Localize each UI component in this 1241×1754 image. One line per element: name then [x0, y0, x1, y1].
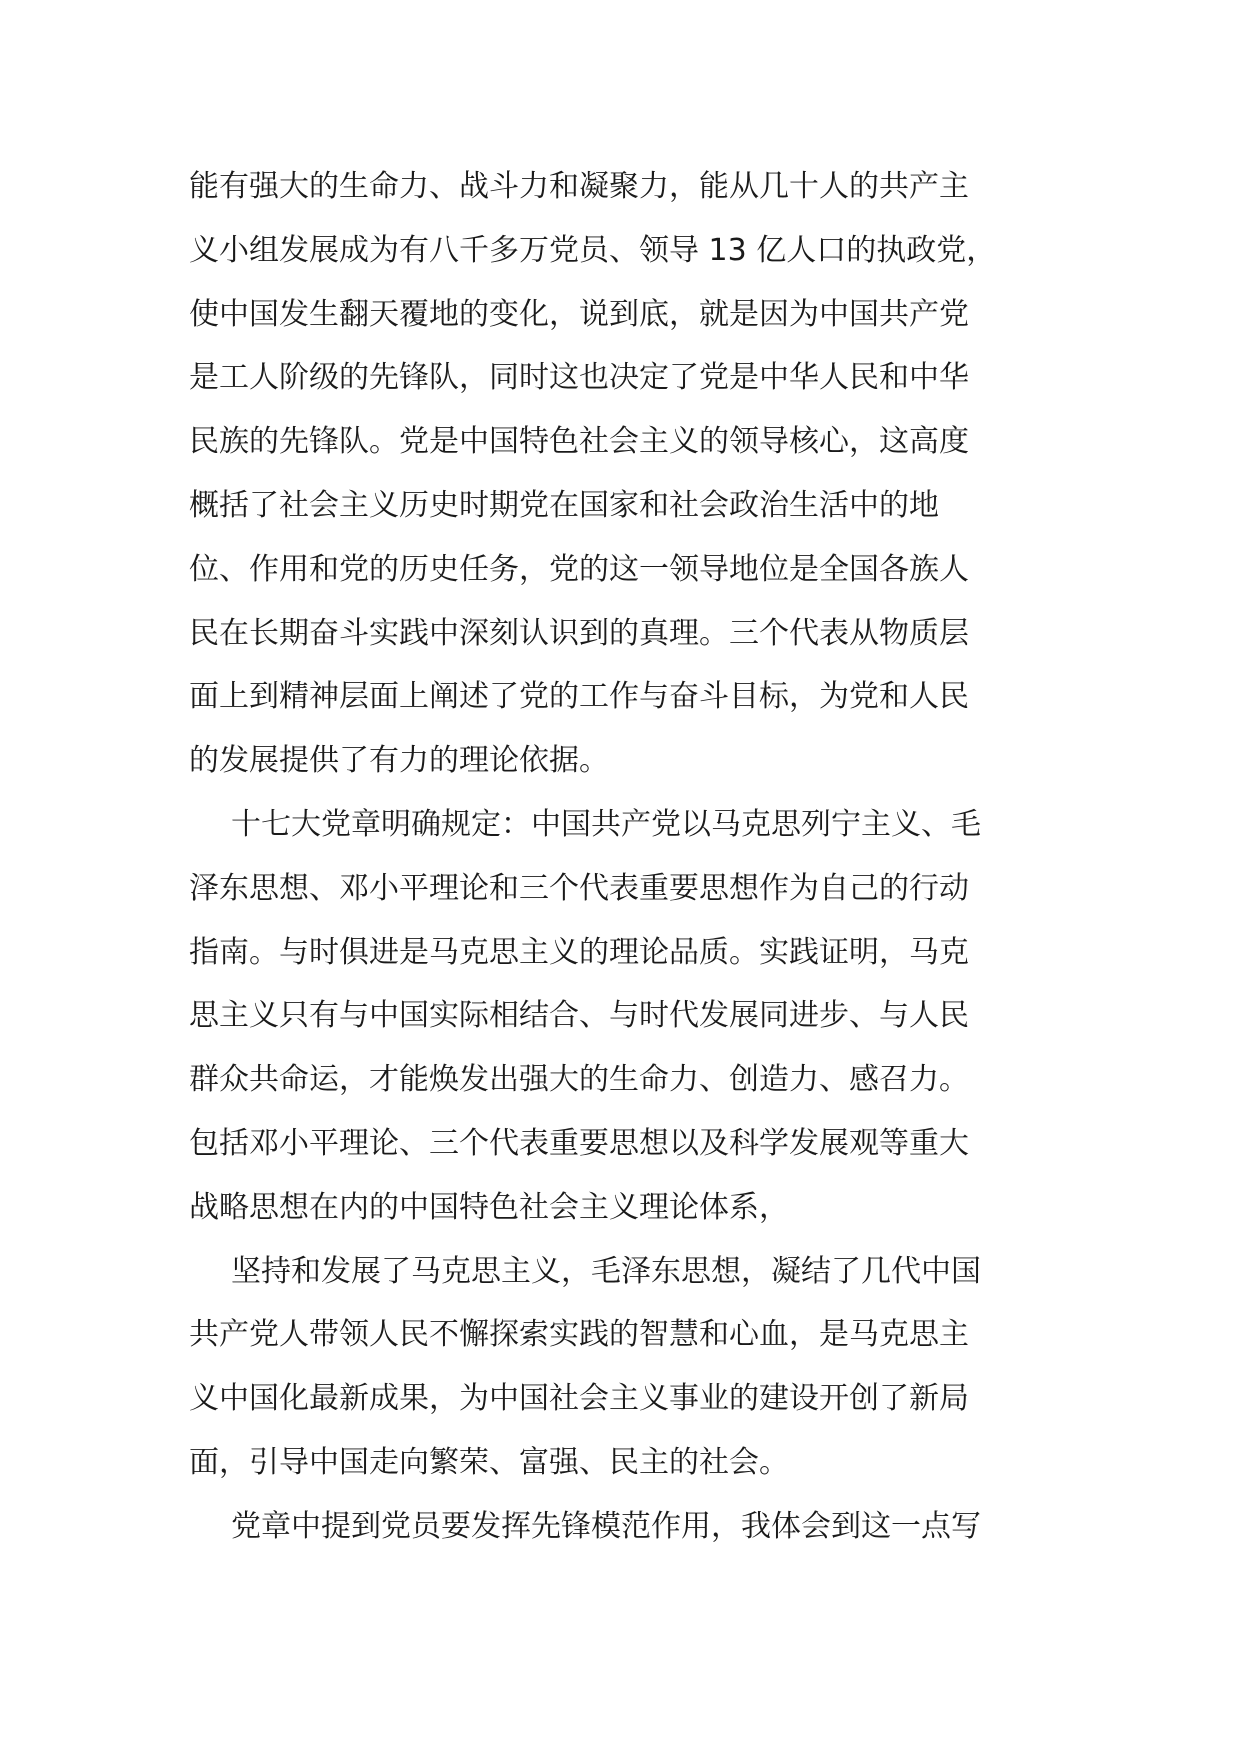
body-text [189, 155, 1055, 1559]
text-line: 是工人阶级的先锋队，同时这也决定了党是中华人民和中华 [189, 360, 969, 396]
text-line: 概括了社会主义历史时期党在国家和社会政治生活中的地 [189, 487, 939, 523]
text-line: 面，引导中国走向繁荣、富强、民主的社会。 [189, 1444, 789, 1480]
text-line: 面上到精神层面上阐述了党的工作与奋斗目标，为党和人民 [189, 679, 969, 715]
text-line: 共产党人带领人民不懈探索实践的智慧和心血，是马克思主 [189, 1317, 969, 1353]
text-line: 使中国发生翻天覆地的变化，说到底，就是因为中国共产党 [189, 296, 969, 332]
text-line: 义中国化最新成果，为中国社会主义事业的建设开创了新局 [189, 1381, 969, 1417]
text-line: 包括邓小平理论、三个代表重要思想以及科学发展观等重大 [189, 1125, 969, 1161]
text-line: 战略思想在内的中国特色社会主义理论体系， [189, 1189, 789, 1225]
text-line: 位、作用和党的历史任务，党的这一领导地位是全国各族人 [189, 551, 969, 587]
text-line: 民族的先锋队。党是中国特色社会主义的领导核心，这高度 [189, 424, 969, 460]
text-line: 十七大党章明确规定：中国共产党以马克思列宁主义、毛 [231, 806, 981, 842]
text-line: 义小组发展成为有八千多万党员、领导 13 亿人口的执政党， [189, 232, 997, 268]
text-line: 能有强大的生命力、战斗力和凝聚力，能从几十人的共产主 [189, 169, 969, 204]
text-line: 的发展提供了有力的理论依据。 [189, 743, 609, 779]
text-line: 指南。与时俱进是马克思主义的理论品质。实践证明，马克 [189, 934, 969, 970]
text-line: 泽东思想、邓小平理论和三个代表重要思想作为自己的行动 [189, 870, 969, 906]
text-line: 思主义只有与中国实际相结合、与时代发展同进步、与人民 [189, 998, 969, 1034]
text-line: 民在长期奋斗实践中深刻认识到的真理。三个代表从物质层 [189, 615, 969, 651]
text-line: 党章中提到党员要发挥先锋模范作用，我体会到这一点写 [231, 1508, 981, 1544]
text-line: 坚持和发展了马克思主义，毛泽东思想，凝结了几代中国 [231, 1253, 981, 1289]
text-line: 群众共命运，才能焕发出强大的生命力、创造力、感召力。 [189, 1062, 969, 1098]
